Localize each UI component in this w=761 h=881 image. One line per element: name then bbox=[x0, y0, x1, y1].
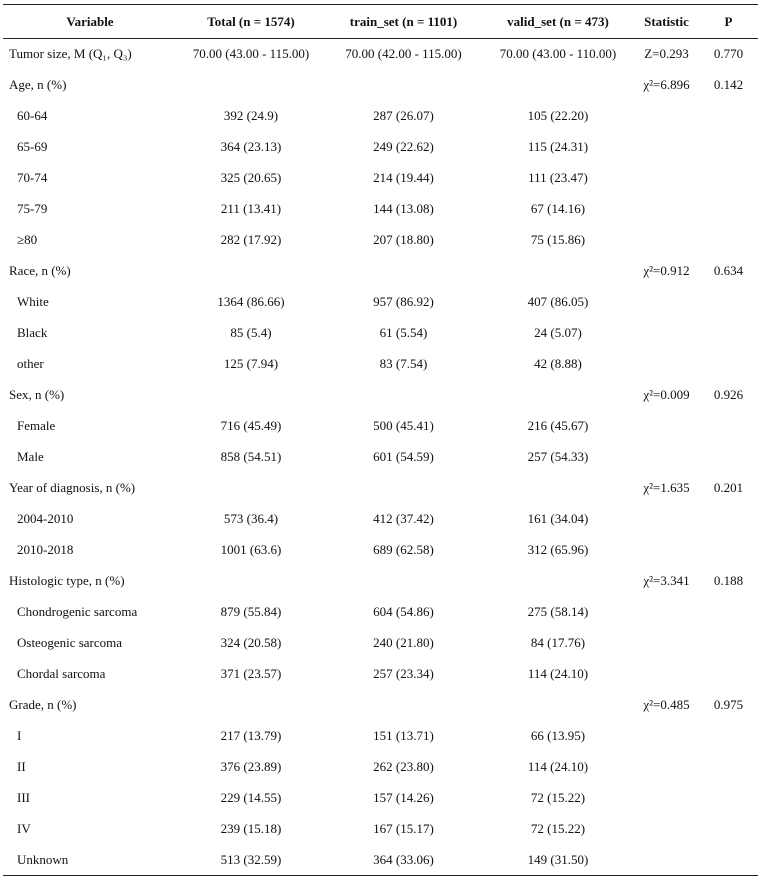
row-label: Unknown bbox=[3, 845, 177, 876]
total-cell: 229 (14.55) bbox=[220, 790, 282, 805]
train-set-cell bbox=[325, 380, 482, 411]
train-set-cell: 240 (21.80) bbox=[373, 635, 434, 650]
statistic-cell bbox=[634, 287, 699, 318]
p-value-cell bbox=[699, 101, 758, 132]
table-row bbox=[3, 752, 758, 783]
valid-set-cell bbox=[482, 690, 634, 721]
total-cell: 211 (13.41) bbox=[220, 201, 282, 216]
p-value-cell bbox=[699, 721, 758, 752]
statistic-cell bbox=[634, 535, 699, 566]
table-row bbox=[3, 101, 758, 132]
valid-set-cell: 24 (5.07) bbox=[534, 325, 582, 340]
statistic-cell bbox=[634, 628, 699, 659]
row-label: 65-69 bbox=[17, 139, 48, 154]
row-label: Osteogenic sarcoma bbox=[17, 635, 123, 650]
header-variable: Variable bbox=[3, 5, 177, 39]
train-set-cell: 144 (13.08) bbox=[373, 201, 434, 216]
row-label: IV bbox=[17, 821, 31, 836]
statistic-cell bbox=[634, 659, 699, 690]
total-cell bbox=[177, 380, 325, 411]
train-set-cell: 61 (5.54) bbox=[379, 325, 428, 340]
table-body bbox=[3, 39, 758, 876]
total-cell: 364 (23.13) bbox=[220, 139, 282, 154]
p-value-cell bbox=[699, 225, 758, 256]
p-value-cell bbox=[699, 163, 758, 194]
total-cell: 879 (55.84) bbox=[220, 604, 282, 619]
train-set-cell: 601 (54.59) bbox=[373, 449, 434, 464]
statistic-cell bbox=[634, 814, 699, 845]
train-set-cell: 957 (86.92) bbox=[373, 294, 434, 309]
statistic-cell: χ²=0.485 bbox=[643, 697, 690, 712]
total-cell bbox=[177, 473, 325, 504]
row-label: 75-79 bbox=[17, 201, 48, 216]
header-valid-set: valid_set (n = 473) bbox=[482, 5, 634, 39]
p-value-cell bbox=[699, 814, 758, 845]
p-value-cell bbox=[699, 194, 758, 225]
p-value-cell: 0.188 bbox=[713, 573, 744, 588]
table-row bbox=[3, 814, 758, 845]
statistic-cell: χ²=3.341 bbox=[643, 573, 690, 588]
train-set-cell: 151 (13.71) bbox=[373, 728, 434, 743]
valid-set-cell: 275 (58.14) bbox=[527, 604, 589, 619]
total-cell: 70.00 (43.00 - 115.00) bbox=[192, 46, 310, 62]
valid-set-cell: 312 (65.96) bbox=[527, 542, 589, 557]
p-value-cell bbox=[699, 628, 758, 659]
total-cell: 282 (17.92) bbox=[220, 232, 282, 247]
train-set-cell: 157 (14.26) bbox=[373, 790, 434, 805]
valid-set-cell: 70.00 (43.00 - 110.00) bbox=[499, 46, 617, 62]
row-label: 2004-2010 bbox=[17, 511, 74, 526]
total-cell: 858 (54.51) bbox=[220, 449, 282, 464]
train-set-cell: 257 (23.34) bbox=[373, 666, 434, 681]
table-row bbox=[3, 287, 758, 318]
train-set-cell bbox=[325, 70, 482, 101]
valid-set-cell: 114 (24.10) bbox=[527, 759, 589, 774]
train-set-cell: 412 (37.42) bbox=[373, 511, 434, 526]
table-row bbox=[3, 163, 758, 194]
total-cell: 325 (20.65) bbox=[220, 170, 282, 185]
table-row bbox=[3, 349, 758, 380]
row-label: 60-64 bbox=[17, 108, 48, 123]
p-value-cell bbox=[699, 442, 758, 473]
statistic-cell bbox=[634, 597, 699, 628]
train-set-cell: 167 (15.17) bbox=[373, 821, 434, 836]
statistic-cell bbox=[634, 132, 699, 163]
valid-set-cell bbox=[482, 473, 634, 504]
row-label: Male bbox=[17, 449, 44, 464]
row-label: Race, n (%) bbox=[9, 263, 71, 278]
table-row bbox=[3, 318, 758, 349]
table-row bbox=[3, 721, 758, 752]
valid-set-cell: 72 (15.22) bbox=[530, 821, 586, 836]
statistic-cell bbox=[634, 163, 699, 194]
statistic-cell bbox=[634, 721, 699, 752]
p-value-cell bbox=[699, 783, 758, 814]
table-row bbox=[3, 380, 758, 411]
statistic-cell: χ²=1.635 bbox=[643, 480, 690, 495]
row-label: Grade, n (%) bbox=[9, 697, 77, 712]
row-label: Chordal sarcoma bbox=[17, 666, 106, 681]
valid-set-cell bbox=[482, 380, 634, 411]
row-label: Female bbox=[17, 418, 56, 433]
table-row bbox=[3, 132, 758, 163]
row-label: I bbox=[17, 728, 22, 743]
valid-set-cell: 111 (23.47) bbox=[528, 170, 588, 185]
valid-set-cell: 149 (31.50) bbox=[482, 845, 634, 876]
statistic-cell bbox=[634, 194, 699, 225]
valid-set-cell: 72 (15.22) bbox=[530, 790, 586, 805]
valid-set-cell: 216 (45.67) bbox=[527, 418, 589, 433]
p-value-cell: 0.201 bbox=[713, 480, 744, 495]
valid-set-cell: 115 (24.31) bbox=[527, 139, 589, 154]
statistic-cell bbox=[634, 318, 699, 349]
p-value-cell bbox=[699, 318, 758, 349]
train-set-cell: 207 (18.80) bbox=[373, 232, 434, 247]
baseline-characteristics-table bbox=[3, 4, 758, 876]
valid-set-cell: 66 (13.95) bbox=[530, 728, 586, 743]
row-label: other bbox=[17, 356, 44, 371]
total-cell: 573 (36.4) bbox=[223, 511, 279, 526]
train-set-cell: 249 (22.62) bbox=[373, 139, 434, 154]
row-label: ≥80 bbox=[17, 232, 38, 247]
row-label: II bbox=[17, 759, 26, 774]
train-set-cell: 70.00 (42.00 - 115.00) bbox=[345, 46, 462, 62]
train-set-cell bbox=[325, 256, 482, 287]
statistic-cell bbox=[634, 411, 699, 442]
p-value-cell bbox=[699, 504, 758, 535]
train-set-cell: 83 (7.54) bbox=[379, 356, 428, 371]
valid-set-cell: 407 (86.05) bbox=[527, 294, 589, 309]
train-set-cell: 364 (33.06) bbox=[325, 845, 482, 876]
train-set-cell bbox=[325, 473, 482, 504]
statistic-cell: χ²=6.896 bbox=[643, 77, 690, 92]
p-value-cell: 0.975 bbox=[713, 697, 744, 712]
header-statistic: Statistic bbox=[634, 5, 699, 39]
train-set-cell: 689 (62.58) bbox=[373, 542, 434, 557]
total-cell: 371 (23.57) bbox=[220, 666, 282, 681]
table-row bbox=[3, 225, 758, 256]
statistic-cell bbox=[634, 504, 699, 535]
total-cell bbox=[177, 566, 325, 597]
statistic-cell bbox=[634, 101, 699, 132]
p-value-cell bbox=[699, 845, 758, 876]
table-row bbox=[3, 845, 758, 876]
valid-set-cell: 42 (8.88) bbox=[534, 356, 582, 371]
total-cell bbox=[177, 256, 325, 287]
valid-set-cell bbox=[482, 256, 634, 287]
total-cell: 125 (7.94) bbox=[223, 356, 279, 371]
total-cell: 217 (13.79) bbox=[220, 728, 282, 743]
total-cell: 392 (24.9) bbox=[223, 108, 279, 123]
table-row bbox=[3, 628, 758, 659]
total-cell: 85 (5.4) bbox=[230, 325, 272, 340]
p-value-cell: 0.634 bbox=[713, 263, 744, 278]
p-value-cell: 0.142 bbox=[713, 77, 744, 92]
statistic-cell bbox=[634, 752, 699, 783]
table-row bbox=[3, 504, 758, 535]
train-set-cell: 262 (23.80) bbox=[373, 759, 434, 774]
row-label: Age, n (%) bbox=[9, 77, 67, 92]
statistic-cell bbox=[634, 783, 699, 814]
statistic-cell bbox=[634, 845, 699, 876]
valid-set-cell: 257 (54.33) bbox=[527, 449, 589, 464]
p-value-cell: 0.770 bbox=[713, 46, 744, 62]
row-label: Sex, n (%) bbox=[9, 387, 65, 402]
train-set-cell bbox=[325, 690, 482, 721]
table-row bbox=[3, 256, 758, 287]
row-label: 70-74 bbox=[17, 170, 48, 185]
valid-set-cell: 67 (14.16) bbox=[530, 201, 586, 216]
train-set-cell: 287 (26.07) bbox=[373, 108, 434, 123]
total-cell: 239 (15.18) bbox=[220, 821, 282, 836]
p-value-cell bbox=[699, 597, 758, 628]
valid-set-cell bbox=[482, 70, 634, 101]
p-value-cell: 0.926 bbox=[713, 387, 744, 402]
p-value-cell bbox=[699, 411, 758, 442]
train-set-cell bbox=[325, 566, 482, 597]
p-value-cell bbox=[699, 349, 758, 380]
valid-set-cell: 84 (17.76) bbox=[530, 635, 586, 650]
total-cell: 513 (32.59) bbox=[177, 845, 325, 876]
table-row bbox=[3, 659, 758, 690]
valid-set-cell: 105 (22.20) bbox=[527, 108, 589, 123]
table-row bbox=[3, 473, 758, 504]
header-row bbox=[3, 5, 758, 39]
p-value-cell bbox=[699, 132, 758, 163]
table-row bbox=[3, 411, 758, 442]
row-label: Histologic type, n (%) bbox=[9, 573, 125, 588]
statistic-cell: χ²=0.912 bbox=[643, 263, 690, 278]
row-label: Chondrogenic sarcoma bbox=[17, 604, 138, 619]
p-value-cell bbox=[699, 535, 758, 566]
table-row bbox=[3, 70, 758, 101]
header-p-value: P bbox=[699, 5, 758, 39]
p-value-cell bbox=[699, 659, 758, 690]
statistic-cell: χ²=0.009 bbox=[643, 387, 690, 402]
p-value-cell bbox=[699, 752, 758, 783]
row-label: III bbox=[17, 790, 30, 805]
total-cell: 1001 (63.6) bbox=[220, 542, 282, 557]
valid-set-cell: 75 (15.86) bbox=[530, 232, 586, 247]
valid-set-cell: 114 (24.10) bbox=[527, 666, 589, 681]
table-row bbox=[3, 39, 758, 70]
p-value-cell bbox=[699, 287, 758, 318]
train-set-cell: 604 (54.86) bbox=[373, 604, 434, 619]
table-row bbox=[3, 783, 758, 814]
valid-set-cell bbox=[482, 566, 634, 597]
table-row bbox=[3, 194, 758, 225]
train-set-cell: 214 (19.44) bbox=[373, 170, 434, 185]
statistic-cell bbox=[634, 225, 699, 256]
row-label: Year of diagnosis, n (%) bbox=[9, 480, 136, 495]
train-set-cell: 500 (45.41) bbox=[373, 418, 434, 433]
table-header bbox=[3, 5, 758, 39]
total-cell: 716 (45.49) bbox=[220, 418, 282, 433]
row-label: White bbox=[17, 294, 49, 309]
row-label: 2010-2018 bbox=[17, 542, 74, 557]
total-cell: 376 (23.89) bbox=[220, 759, 282, 774]
table-row bbox=[3, 597, 758, 628]
table-row bbox=[3, 442, 758, 473]
statistic-cell bbox=[634, 349, 699, 380]
statistic-cell: Z=0.293 bbox=[644, 46, 689, 62]
header-train-set: train_set (n = 1101) bbox=[325, 5, 482, 39]
valid-set-cell: 161 (34.04) bbox=[527, 511, 589, 526]
row-label: Tumor size, M (Q₁, Q₃) bbox=[9, 46, 132, 62]
statistic-cell bbox=[634, 442, 699, 473]
table-row bbox=[3, 566, 758, 597]
total-cell: 1364 (86.66) bbox=[217, 294, 285, 309]
table-row bbox=[3, 535, 758, 566]
table-row bbox=[3, 690, 758, 721]
header-total: Total (n = 1574) bbox=[177, 5, 325, 39]
total-cell bbox=[177, 690, 325, 721]
total-cell bbox=[177, 70, 325, 101]
row-label: Black bbox=[17, 325, 48, 340]
total-cell: 324 (20.58) bbox=[220, 635, 282, 650]
